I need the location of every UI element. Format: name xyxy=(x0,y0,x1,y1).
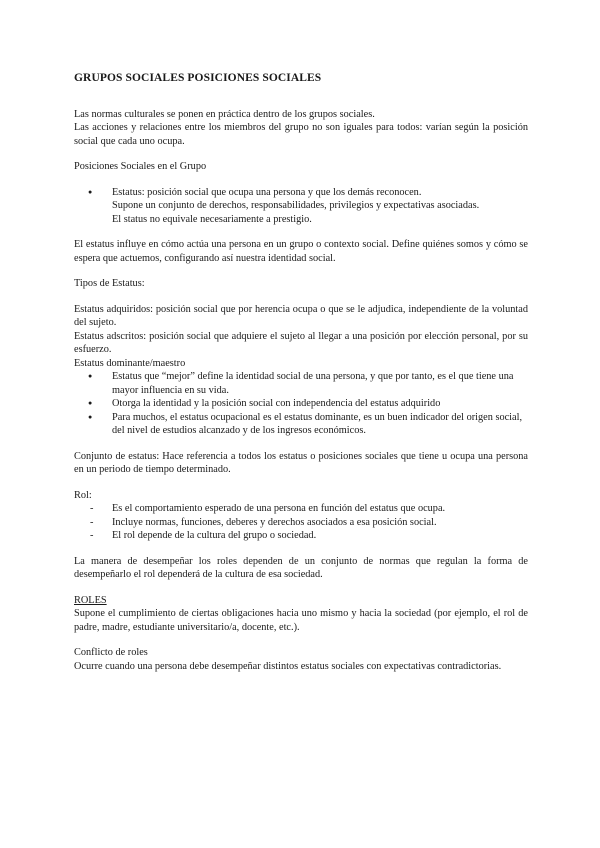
rol-list xyxy=(74,502,528,543)
conjunto-paragraph: Conjunto de estatus: Hace referencia a todos los estatus o posiciones sociales que tiene u ocupa una persona en un periodo de tiempo determinado. xyxy=(74,450,528,475)
conflicto-heading: Conflicto de roles xyxy=(74,647,148,658)
rol-heading: Rol: xyxy=(74,489,92,501)
list-item xyxy=(74,186,528,200)
intro-line-2: Las acciones y relaciones entre los miembros del grupo no son iguales para todos: varían según la posición social que cada uno ocupa. xyxy=(74,122,528,147)
list-item: - Incluye normas, funciones, deberes y derechos asociados a esa posición social. xyxy=(74,516,528,530)
posiciones-heading: Posiciones Sociales en el Grupo xyxy=(74,161,207,172)
estatus-dominante: Estatus dominante/maestro xyxy=(74,357,186,369)
estatus-adquiridos: Estatus adquiridos: posición social que por herencia ocupa o que se le adjudica, independiente de la voluntad del sujeto. xyxy=(74,303,528,328)
roles-heading: ROLES xyxy=(74,594,107,606)
list-item: ● Otorga la identidad y la posición social con independencia del estatus adquirido xyxy=(74,397,528,411)
posiciones-list xyxy=(74,186,528,200)
estatus-influye-paragraph: El estatus influye en cómo actúa una persona en un grupo o contexto social. Define quiénes somos y cómo se espera que actuemos, configurando así nuestra identidad social. xyxy=(74,239,528,264)
posiciones-sub-2: El status no equivale necesariamente a prestigio. xyxy=(112,213,312,225)
list-item: ● Estatus que “mejor” define la identidad social de una persona, y que por tanto, es el que tiene una mayor influencia en su vida. xyxy=(74,370,528,397)
conflicto-paragraph: Ocurre cuando una persona debe desempeñar distintos estatus sociales con expectativas contradictorias. xyxy=(74,660,502,672)
list-item: ● Para muchos, el estatus ocupacional es el estatus dominante, es un buen indicador del origen social, del nivel de estudios alcanzado y de los ingresos económicos. xyxy=(74,411,528,438)
dominante-list xyxy=(74,370,528,438)
list-item: - Es el comportamiento esperado de una persona en función del estatus que ocupa. xyxy=(74,502,528,516)
posiciones-sub-1: Supone un conjunto de derechos, responsabilidades, privilegios y expectativas asociadas. xyxy=(112,200,480,211)
estatus-adscritos: Estatus adscritos: posición social que adquiere el sujeto al llegar a una posición por elección personal, por su esfuerzo. xyxy=(74,330,528,355)
roles-paragraph: Supone el cumplimiento de ciertas obligaciones hacia uno mismo y hacia la sociedad (por ejemplo, el rol de padre, madre, estudiante universitario/a, docente, etc.). xyxy=(74,608,528,633)
manera-paragraph: La manera de desempeñar los roles dependen de un conjunto de normas que regulan la forma de desempeñarlo el rol dependerá de la cultura de esa sociedad. xyxy=(74,555,528,580)
tipos-heading: Tipos de Estatus: xyxy=(74,278,145,289)
intro-line-1: Las normas culturales se ponen en práctica dentro de los grupos sociales. xyxy=(74,108,375,120)
list-item: - El rol depende de la cultura del grupo o sociedad. xyxy=(74,529,528,543)
estatus-bullet: Estatus: posición social que ocupa una persona y que los demás reconocen. xyxy=(112,186,422,198)
page-title: GRUPOS SOCIALES POSICIONES SOCIALES xyxy=(74,72,322,84)
